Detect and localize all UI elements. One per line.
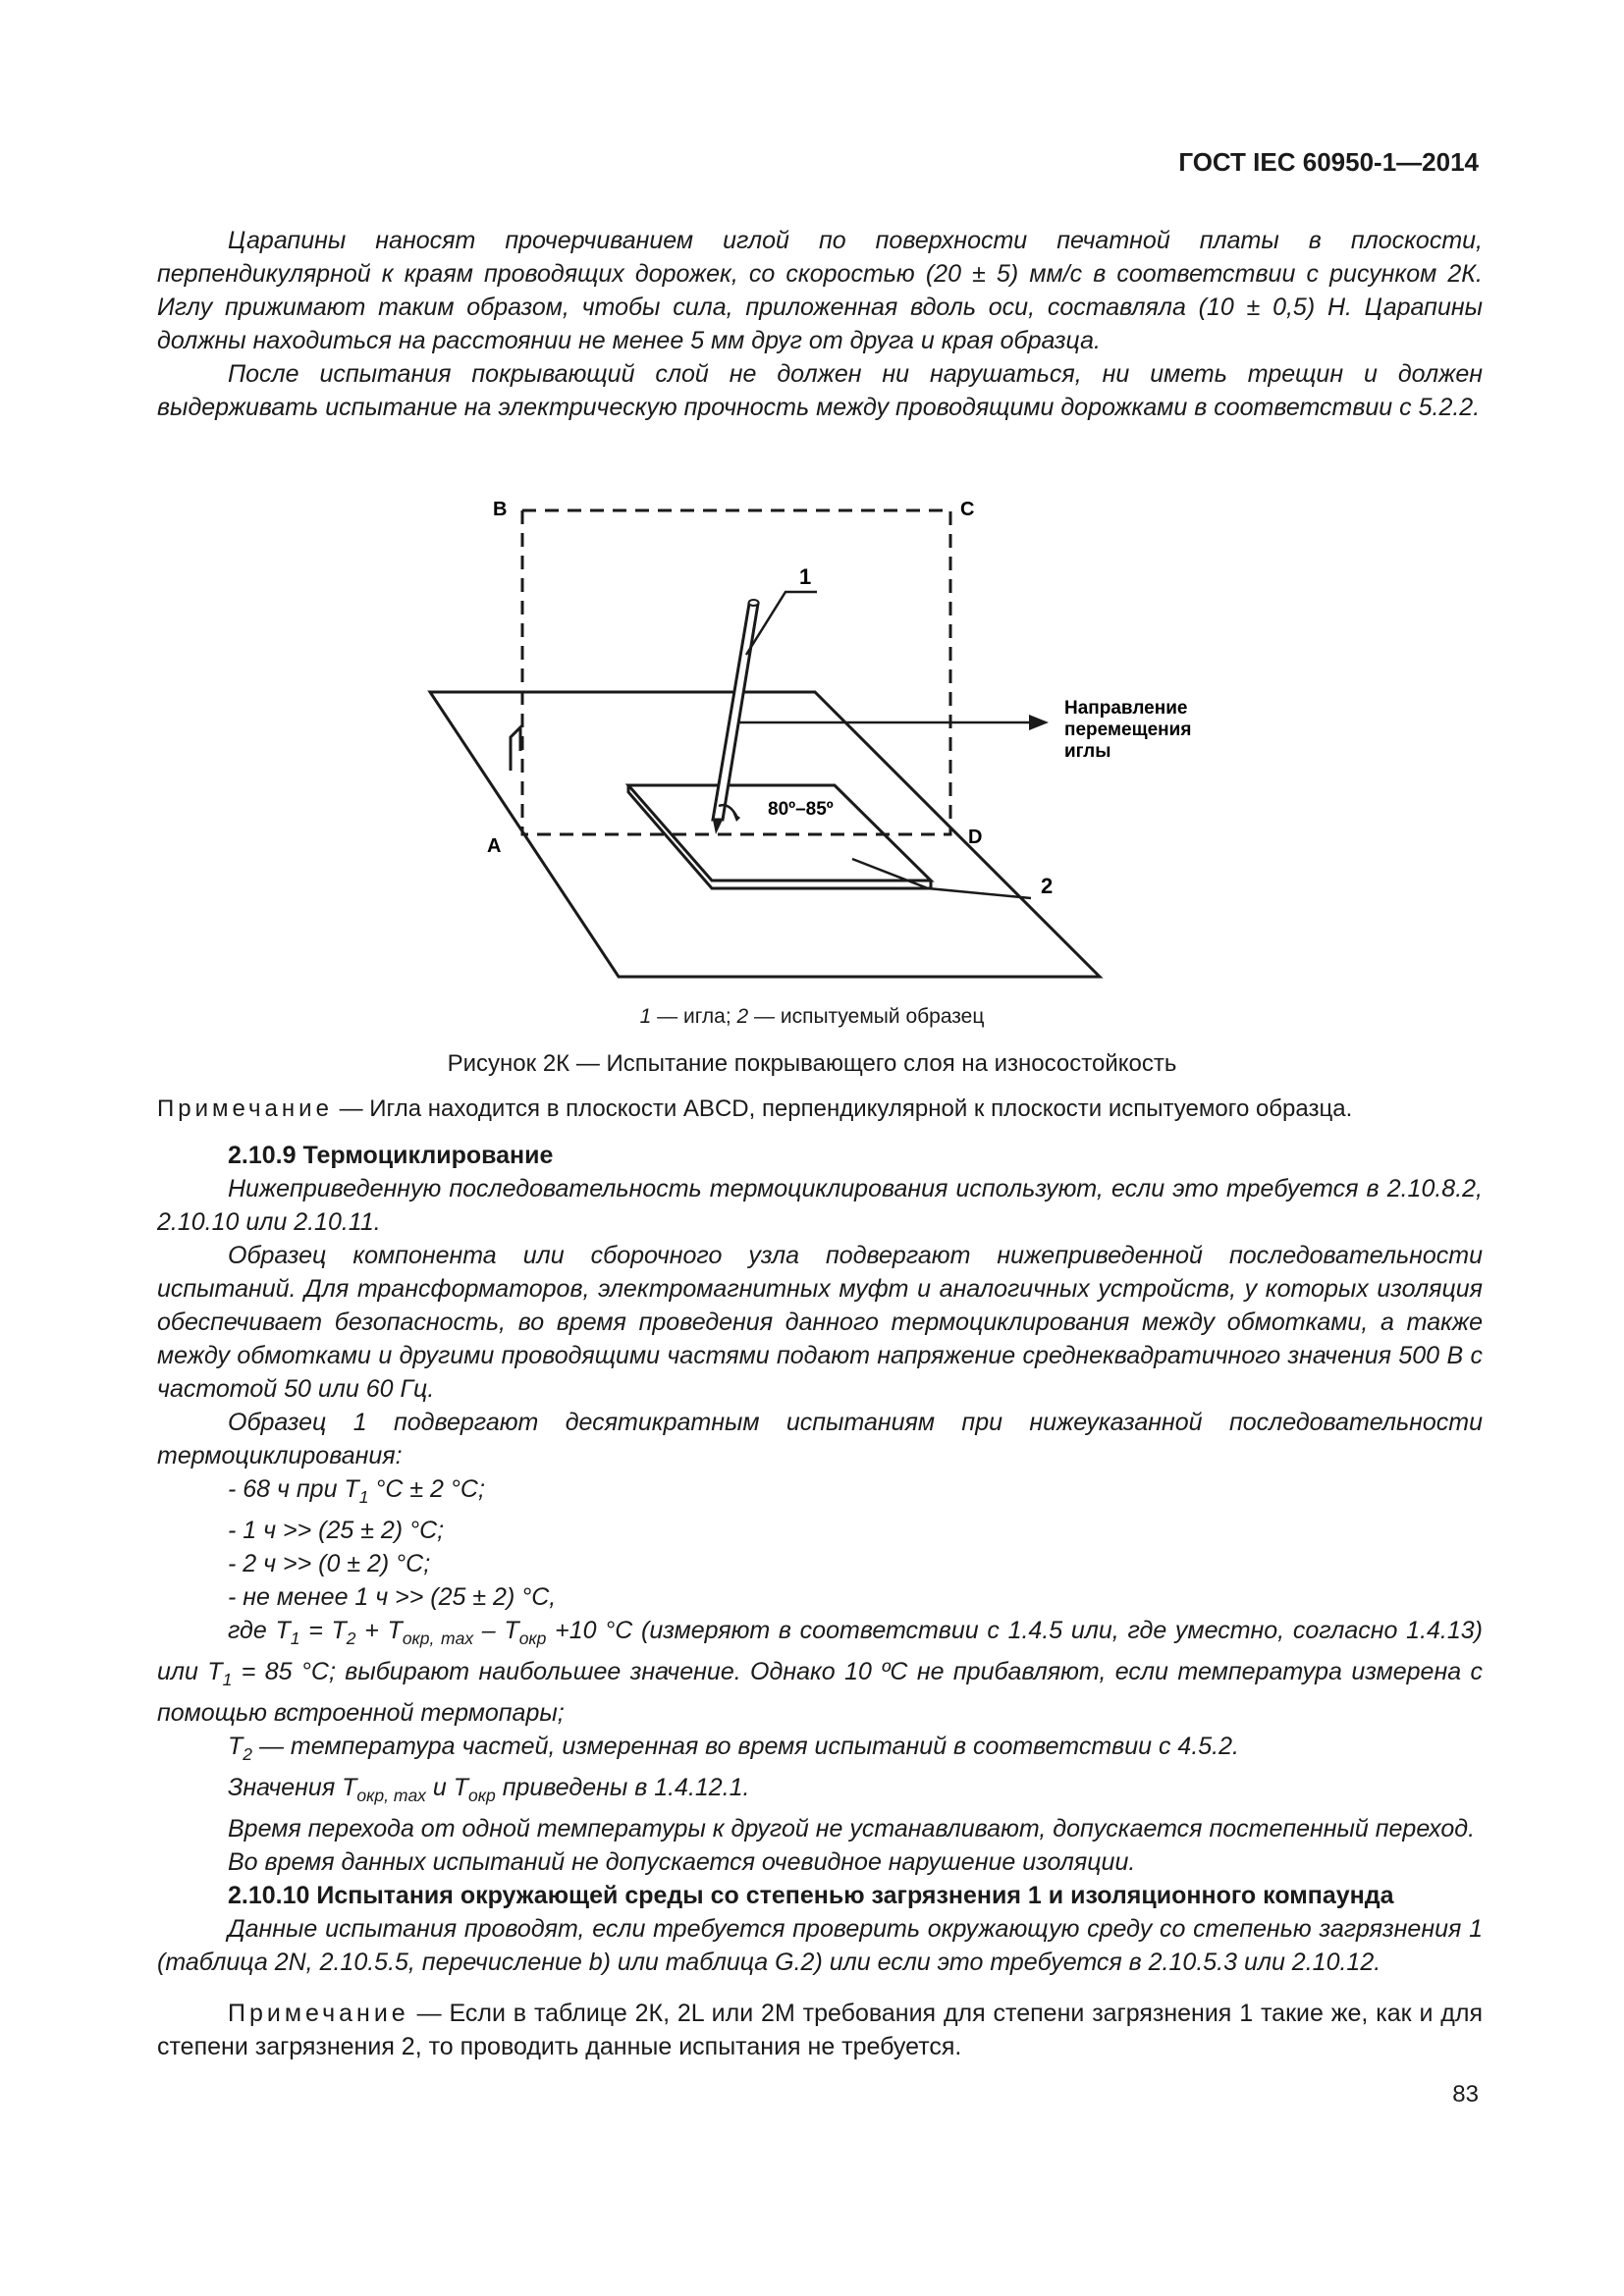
section-2-10-9-heading: 2.10.9 Термоциклирование [228,1142,554,1169]
direction-arrow-head [1029,715,1049,730]
values-reference [157,1771,1483,1812]
intro-text [157,224,1483,424]
corner-label-b: B [493,499,508,520]
needle [713,604,758,820]
t2-a: T [228,1733,244,1760]
where-a: где T [228,1617,291,1644]
figure-note-label: Примечание [157,1095,333,1122]
section-2-10-9-p1: Нижеприведенную последовательность термоциклирования используют, если это требуется в 2.10.8.2, 2.10.10 или 2.10.11. [157,1175,1483,1236]
figure-note-text: — Игла находится в плоскости ABCD, перпендикулярной к плоскости испытуемого образца. [332,1095,1353,1122]
where-c: + T [355,1617,403,1644]
direction-label-line3: иглы [1064,741,1111,762]
where-s5: 1 [222,1670,233,1689]
where-s2: 2 [346,1629,356,1648]
cycle-step-1 [157,1472,1483,1514]
section-2-10-10-p1: Данные испытания проводят, если требуется проверить окружающую среду со степенью загрязнения 1 (таблица 2N, 2.10.5.5, перечисление b) или таблица G.2) или если это требуется в 2.10.5.3 или 2.10.12. [157,1915,1483,1976]
angle-label: 80º–85º [768,799,834,820]
cycle-step-1-a: - 68 ч при T [228,1475,359,1503]
section-2-10-10-note-label: Примечание [228,2000,409,2027]
figure-title: Рисунок 2К — Испытание покрывающего слоя на износостойкость [447,1050,1177,1077]
section-2-10-9-p5: Во время данных испытаний не допускается очевидное нарушение изоляции. [228,1848,1136,1876]
where-definition [157,1614,1483,1730]
cycle-step-1-sub: 1 [358,1487,369,1507]
values-b: и T [425,1774,469,1801]
figure-note [157,1095,1483,1123]
where-b: = T [299,1617,347,1644]
standard-header: ГОСТ IEC 60950-1—2014 [1178,147,1479,177]
section-2-10-10-note-text: — Если в таблице 2К, 2L или 2М требования для степени загрязнения 1 такие же, как и для степени загрязнения 2, то проводить данные испытания не требуется. [157,2000,1483,2060]
corner-label-a: A [487,835,502,857]
direction-label-line1: Направление [1064,698,1188,719]
plane-corner-mark [511,727,520,771]
legend-2-text: — испытуемый образец [748,1005,985,1028]
cycle-step-3: - 2 ч >> (0 ± 2) °C; [228,1550,431,1577]
legend-1-text: — игла; [651,1005,737,1028]
direction-label-line2: перемещения [1064,720,1192,740]
callout-2: 2 [1041,874,1054,898]
values-a: Значения T [228,1774,357,1801]
section-2-10-9-p4: Время перехода от одной температуры к другой не устанавливают, допускается постепенный переход. [228,1815,1476,1842]
section-2-10-9-p2: Образец компонента или сборочного узла подвергают нижеприведенной последовательности испытаний. Для трансформаторов, электромагнитных муфт и аналогичных устройств, у которых изоляция обеспечивает безопасность, во время проведения данного термоциклирования между обмотками, а также между обмотками и другими проводящими частями подают напряжение среднеквадратичного значения 500 В с частотой 50 или 60 Гц. [157,1242,1483,1403]
section-2-10-10-note [157,1997,1483,2063]
page-number: 83 [1452,2081,1479,2108]
section-2-10-9 [157,1139,1483,2063]
where-e: +10 °C (измеряют в соответствии с 1.4.5 или, где уместно, согласно 1.4.13) или T [157,1617,1483,1685]
intro-paragraph-2: После испытания покрывающий слой не должен ни нарушаться, ни иметь трещин и должен выдерживать испытание на электрическую прочность между проводящими дорожками в соответствии с 5.2.2. [157,360,1483,421]
figure-2k-diagram [412,486,1237,996]
callout-1: 1 [799,564,812,589]
legend-1-number: 1 [639,1005,652,1028]
values-s1: окр, max [356,1786,426,1805]
where-d: – T [473,1617,519,1644]
t2-sub: 2 [243,1744,253,1764]
where-f: = 85 °C; выбирают наибольшее значение. Однако 10 ºC не прибавляют, если температура измерена с помощью встроенной термопары; [157,1658,1483,1727]
legend-2-number: 2 [736,1005,749,1028]
intro-paragraph-1: Царапины наносят прочерчиванием иглой по поверхности печатной платы в плоскости, перпендикулярной к краям проводящих дорожек, со скоростью (20 ± 5) мм/с в соответствии с рисунком 2К. Иглу прижимают таким образом, чтобы сила, приложенная вдоль оси, составляла (10 ± 0,5) Н. Царапины должны находиться на расстоянии не менее 5 мм друг от друга и края образца. [157,227,1483,354]
callout-line-2 [852,859,1031,898]
corner-label-c: C [960,499,975,520]
angle-arrow [732,812,740,822]
cycle-step-2: - 1 ч >> (25 ± 2) °C; [228,1517,445,1544]
cycle-step-4: - не менее 1 ч >> (25 ± 2) °C, [228,1583,557,1611]
where-s4: окр [518,1629,547,1648]
cycle-step-1-b: °C ± 2 °C; [368,1475,485,1503]
needle-top [749,600,759,606]
section-2-10-9-p3: Образец 1 подвергают десятикратным испытаниям при нижеуказанной последовательности термоциклирования: [157,1409,1483,1469]
figure-legend [0,1005,1624,1029]
where-s3: окр, max [402,1629,474,1648]
corner-label-d: D [968,827,983,848]
where-s1: 1 [290,1629,300,1648]
values-s2: окр [468,1786,496,1805]
values-c: приведены в 1.4.12.1. [495,1774,750,1801]
t2-definition [157,1730,1483,1771]
t2-b: — температура частей, измеренная во время испытаний в соответствии с 4.5.2. [252,1733,1239,1760]
needle-tip [713,820,723,834]
section-2-10-10-heading: 2.10.10 Испытания окружающей среды со степенью загрязнения 1 и изоляционного компаунда [228,1882,1394,1909]
